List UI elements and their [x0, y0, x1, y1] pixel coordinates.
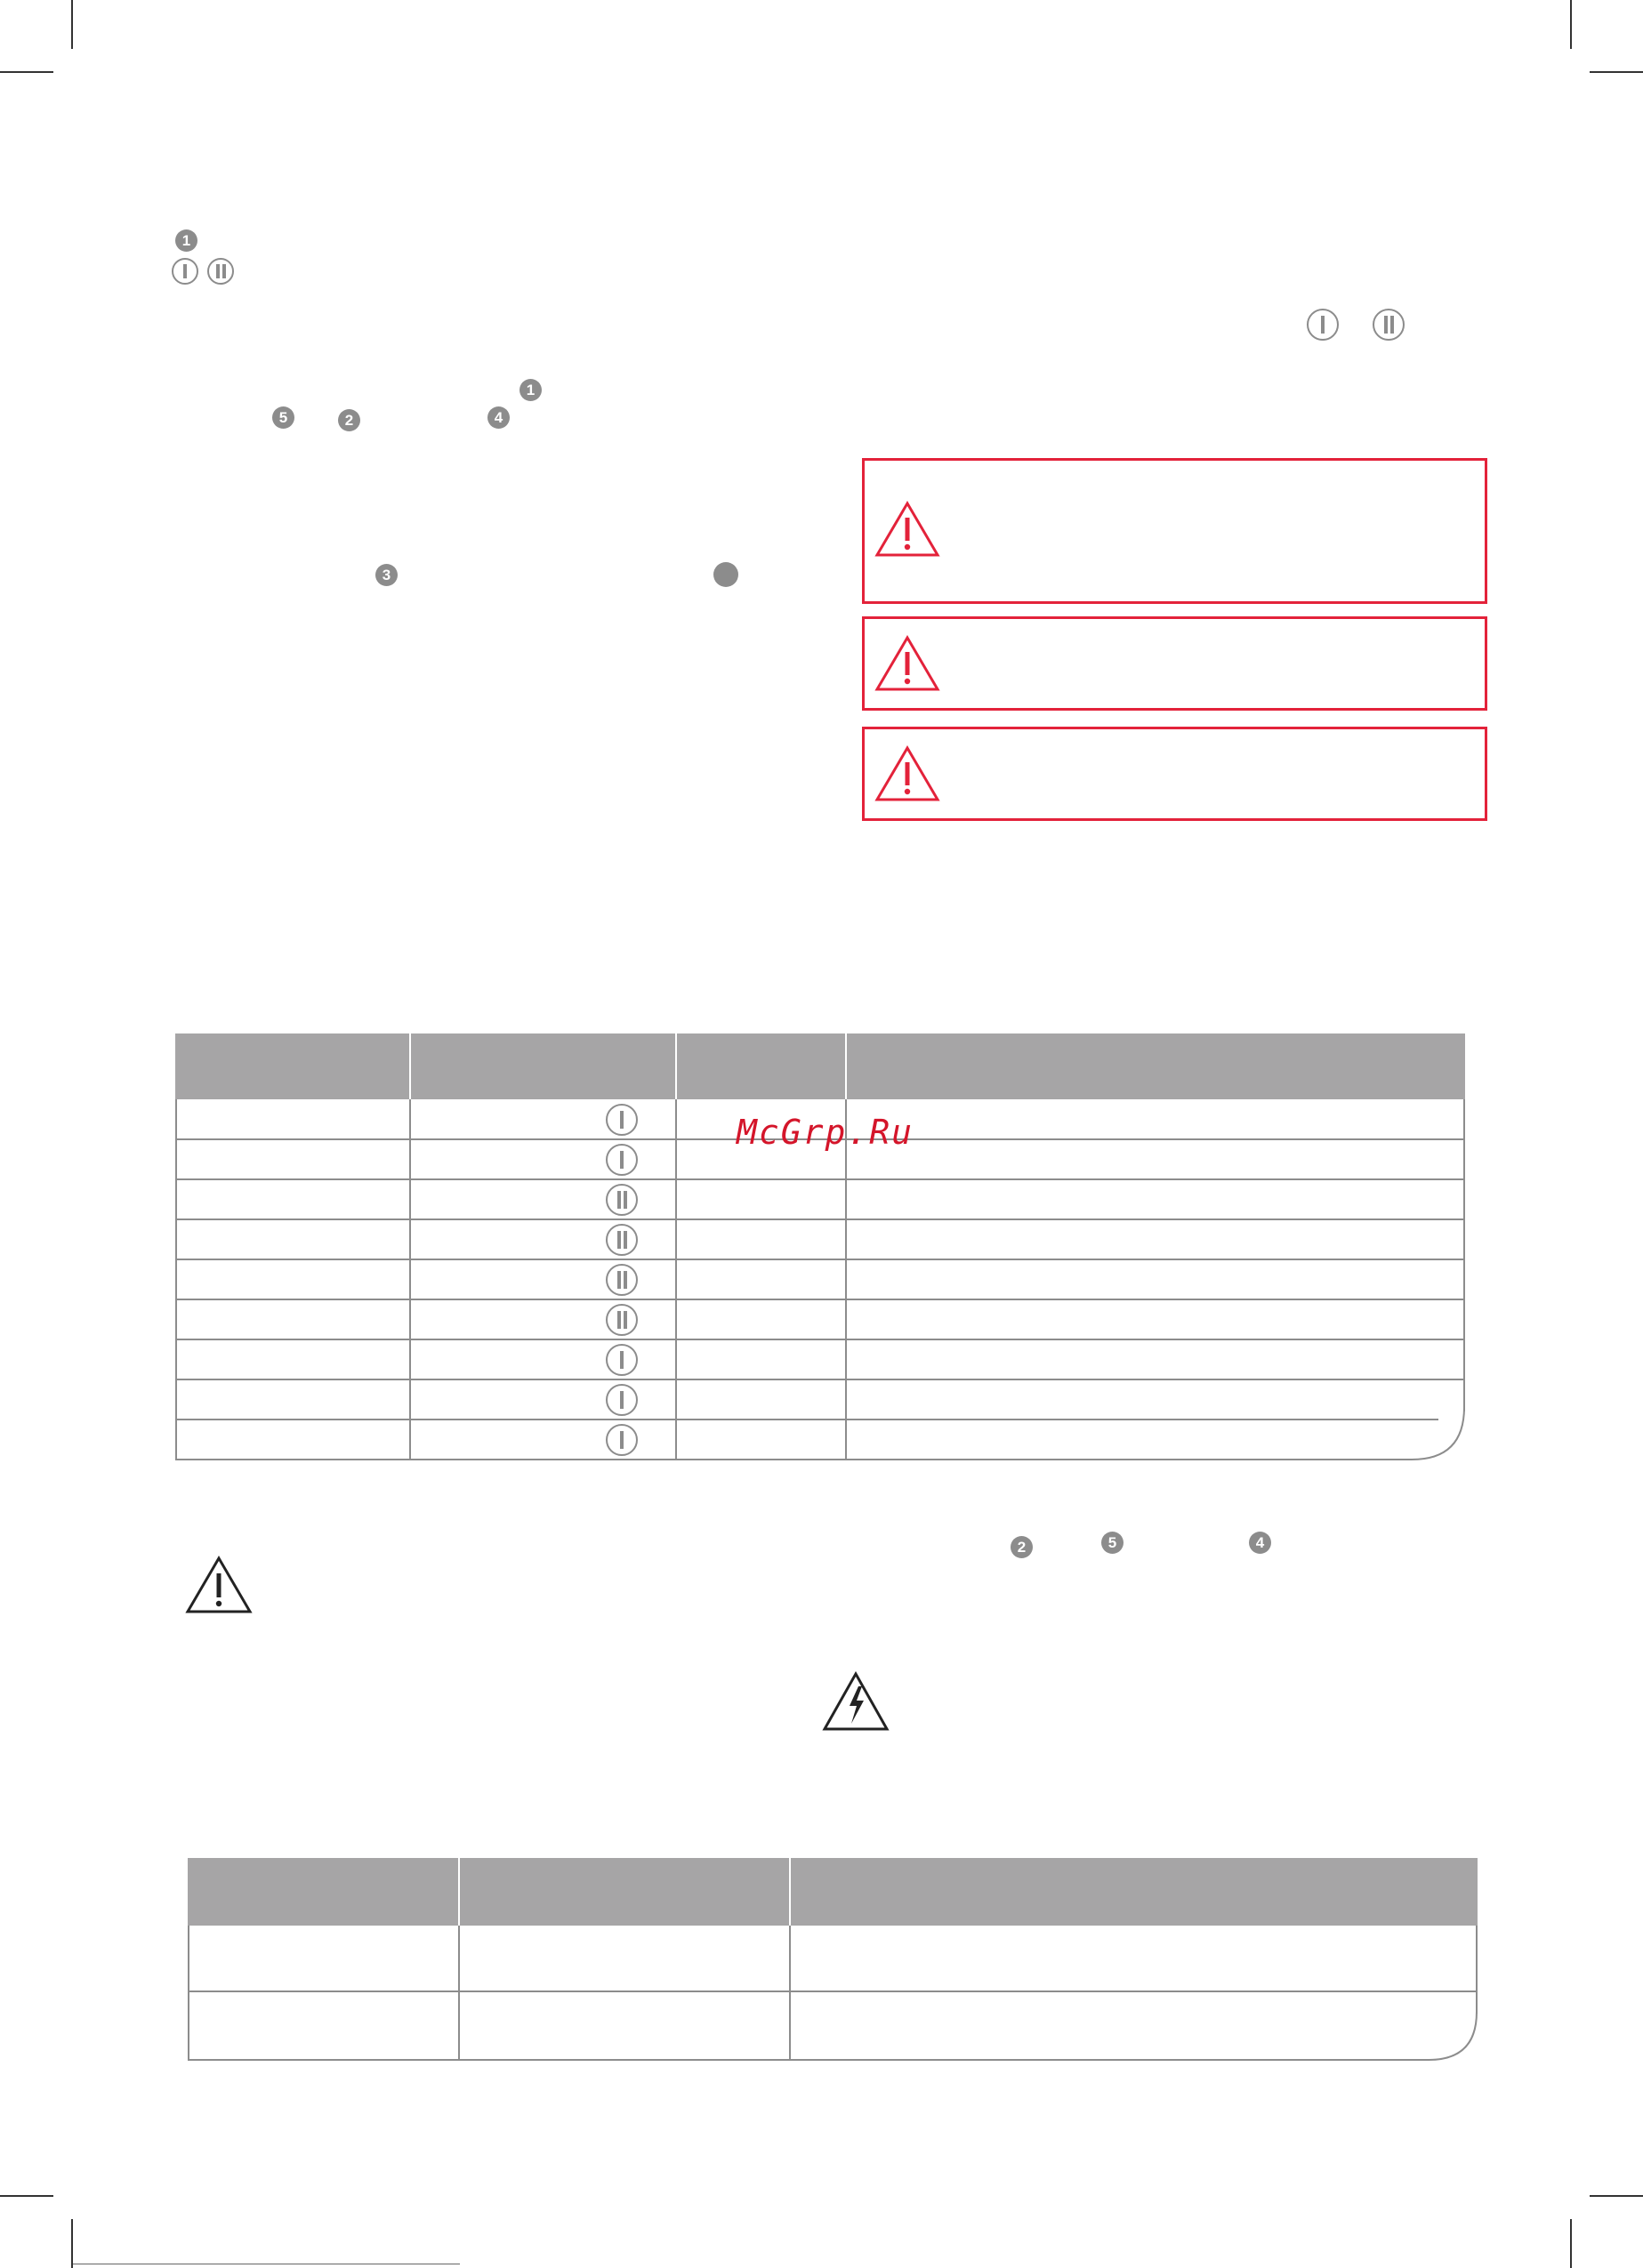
watermark: McGrp.Ru [737, 1113, 914, 1152]
crop-mark [1590, 2195, 1643, 2197]
setting-one-symbol [172, 258, 198, 285]
crop-mark [0, 2195, 53, 2197]
crop-mark [0, 71, 53, 73]
setting-two-symbol [606, 1224, 638, 1256]
setting-one-symbol [606, 1424, 638, 1456]
setting-two-symbol [606, 1184, 638, 1216]
setting-one-symbol [1307, 309, 1339, 341]
step-4-badge: 4 [487, 406, 510, 429]
setting-one-symbol [606, 1384, 638, 1416]
setting-two-symbol [606, 1264, 638, 1296]
crop-mark [1570, 2219, 1572, 2268]
setting-one-symbol [606, 1104, 638, 1136]
setting-two-symbol [1373, 309, 1405, 341]
warning-triangle-icon [874, 744, 941, 803]
step-5-badge: 5 [272, 406, 294, 429]
indicator-dot [713, 562, 738, 587]
warning-triangle-icon [184, 1555, 254, 1615]
crop-mark [71, 2219, 73, 2268]
warning-triangle-icon [874, 500, 941, 559]
setting-one-symbol [606, 1344, 638, 1376]
setting-two-symbol [606, 1304, 638, 1336]
step-2-badge: 2 [1011, 1536, 1033, 1558]
crop-mark [1570, 0, 1572, 49]
setting-one-symbol [606, 1144, 638, 1176]
warning-box [862, 727, 1487, 821]
warning-box [862, 458, 1487, 604]
step-5-badge: 5 [1101, 1532, 1124, 1554]
warning-box [862, 616, 1487, 711]
step-4-badge: 4 [1249, 1532, 1271, 1554]
cooking-table-grid [175, 1033, 1465, 1460]
step-3-badge: 3 [375, 564, 398, 586]
step-1-badge: 1 [175, 229, 197, 252]
step-2-badge: 2 [338, 409, 360, 431]
warning-triangle-icon [874, 634, 941, 693]
crop-mark [1590, 71, 1643, 73]
step-1-badge: 1 [519, 379, 542, 401]
crop-mark [71, 0, 73, 49]
electric-hazard-icon [821, 1670, 890, 1733]
setting-two-symbol [207, 258, 234, 285]
troubleshooting-table [188, 1858, 1478, 2061]
